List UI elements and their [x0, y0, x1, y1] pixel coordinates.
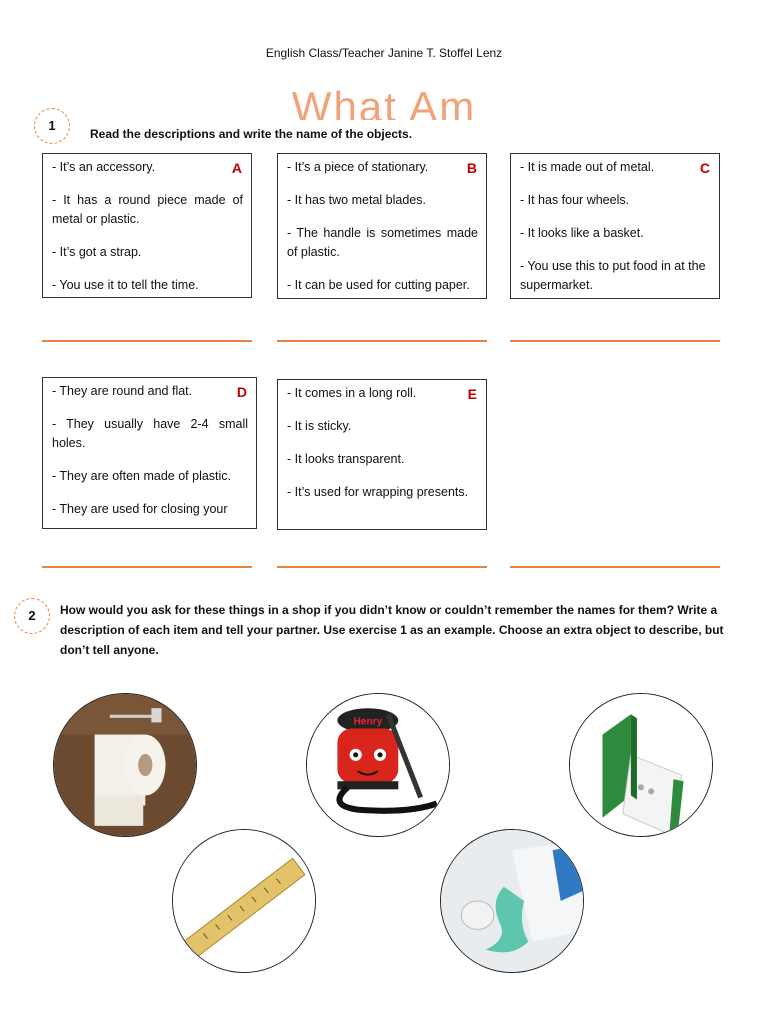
- box-line: - It is made out of metal.: [520, 160, 655, 174]
- toothpaste-photo: [440, 829, 584, 973]
- box-line: - It looks transparent.: [287, 452, 405, 466]
- vacuum-cleaner-photo: [306, 693, 450, 837]
- box-line: - It’s a piece of stationary.: [287, 160, 429, 174]
- description-box-b: [277, 153, 487, 299]
- box-line: - It has four wheels.: [520, 193, 630, 207]
- description-box-c: [510, 153, 720, 299]
- box-line: - It has two metal blades.: [287, 193, 426, 207]
- exercise-1-number: 1: [34, 108, 70, 144]
- exercise-2-instruction: How would you ask for these things in a shop if you didn’t know or couldn’t remember the names for them? Write a description of each item and tell your partner. Use exercise 1 as an example. Choose an extra object to describe, but don’t tell anyone.: [60, 603, 724, 657]
- box-line: - It’s got a strap.: [52, 245, 142, 259]
- box-letter: C: [699, 160, 710, 176]
- box-letter: E: [467, 386, 477, 402]
- vacuum-brand-label: Henry: [353, 716, 383, 728]
- box-line: - It has a round piece made of metal or plastic.: [52, 193, 243, 226]
- answer-line-e[interactable]: [277, 566, 487, 568]
- box-line: - It’s an accessory.: [52, 160, 156, 174]
- box-line: - They are often made of plastic.: [52, 469, 232, 483]
- exercise-1-instruction: Read the descriptions and write the name of the objects.: [90, 127, 413, 141]
- answer-line-b[interactable]: [277, 340, 487, 342]
- answer-line-c[interactable]: [510, 340, 720, 342]
- answer-line-d[interactable]: [42, 566, 252, 568]
- box-line: - You use this to put food in at the supermarket.: [520, 259, 706, 292]
- header-teacher: English Class/Teacher Janine T. Stoffel Lenz: [265, 46, 503, 60]
- ruler-photo: [172, 829, 316, 973]
- box-letter: B: [466, 160, 477, 176]
- box-line: - They are used for closing your: [52, 502, 228, 516]
- binder-folder-photo: [569, 693, 713, 837]
- page-title: What Am: [291, 86, 477, 120]
- exercise-2-number: 2: [14, 598, 50, 634]
- box-letter: A: [231, 160, 242, 176]
- box-line: - It comes in a long roll.: [287, 386, 417, 400]
- box-line: - It is sticky.: [287, 419, 352, 433]
- box-line: - It’s used for wrapping presents.: [287, 485, 469, 499]
- description-box-d: [42, 377, 257, 529]
- box-line: - They usually have 2-4 small holes.: [52, 417, 248, 450]
- description-box-a: [42, 153, 252, 298]
- answer-line-a[interactable]: [42, 340, 252, 342]
- box-line: - It looks like a basket.: [520, 226, 644, 240]
- box-line: - They are round and flat.: [52, 384, 193, 398]
- description-box-e: [277, 379, 487, 530]
- answer-line-extra[interactable]: [510, 566, 720, 568]
- box-letter: D: [236, 384, 247, 400]
- box-line: - It can be used for cutting paper.: [287, 278, 470, 292]
- toilet-paper-photo: [53, 693, 197, 837]
- box-line: - The handle is sometimes made of plastic.: [287, 226, 478, 259]
- box-line: - You use it to tell the time.: [52, 278, 199, 292]
